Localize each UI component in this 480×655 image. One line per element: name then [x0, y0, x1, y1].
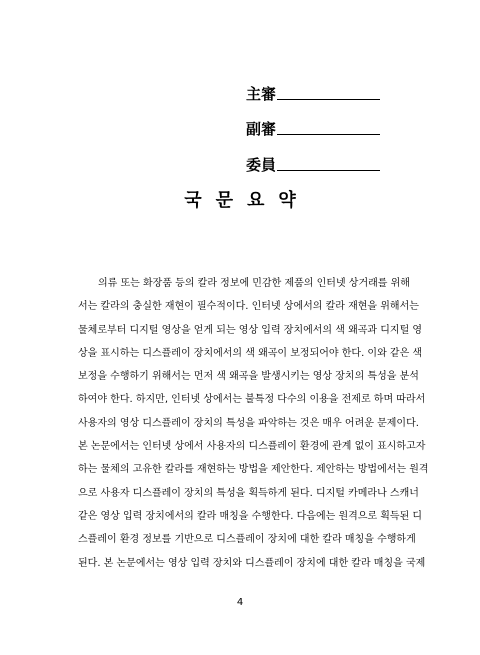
committee-member-signature-line	[277, 170, 380, 171]
abstract-line: 물체로부터 디지털 영상을 얻게 되는 영상 입력 장치에서의 색 왜곡과 디지털 영	[78, 324, 423, 336]
abstract-line: 의류 또는 화장품 등의 칼라 정보에 민감한 제품의 인터넷 상거래를 위해	[98, 278, 410, 289]
abstract-line: 사용자의 영상 디스플레이 장치의 특성을 파악하는 것은 매우 어려운 문제이다.	[78, 417, 419, 429]
chief-examiner-row	[246, 83, 380, 103]
abstract-line: 서는 칼라의 충실한 재현이 필수적이다. 인터넷 상에서의 칼라 재현을 위해서는	[78, 301, 419, 313]
vice-examiner-row	[246, 118, 380, 138]
abstract-line: 같은 영상 입력 장치에서의 칼라 매칭을 수행한다. 다음에는 원격으로 획득된 디	[78, 510, 423, 522]
committee-member-label: 委員	[246, 156, 277, 174]
page-number: 4	[236, 597, 244, 608]
abstract-line: 본 논문에서는 인터넷 상에서 사용자의 디스플레이 환경에 관계 없이 표시하고자	[78, 441, 426, 453]
abstract-line: 으로 사용자 디스플레이 장치의 특성을 획득하게 된다. 디지털 카메라나 스캐너	[78, 487, 419, 499]
vice-examiner-signature-line	[277, 134, 380, 135]
abstract-line: 된다. 본 논문에서는 영상 입력 장치와 디스플레이 장치에 대한 칼라 매칭을 국제	[78, 557, 426, 569]
abstract-line: 보정을 수행하기 위해서는 먼저 색 왜곡을 발생시키는 영상 장치의 특성을 분석	[78, 371, 419, 383]
abstract-line: 상을 표시하는 디스플레이 장치에서의 색 왜곡이 보정되어야 한다. 이와 같은 색	[78, 347, 423, 359]
vice-examiner-label: 副審	[246, 120, 277, 138]
abstract-line: 하는 물체의 고유한 칼라를 재현하는 방법을 제안한다. 제안하는 방법에서는 원격	[78, 464, 429, 476]
chief-examiner-signature-line	[277, 99, 380, 100]
abstract-line: 하여야 한다. 하지만, 인터넷 상에서는 불특정 다수의 이용을 전제로 하며 따라서	[78, 394, 426, 406]
abstract-title: 국문요약	[184, 190, 310, 211]
committee-member-row	[246, 154, 380, 174]
chief-examiner-label: 主審	[246, 85, 277, 103]
abstract-body	[78, 272, 429, 575]
abstract-line: 스플레이 환경 정보를 기반으로 디스플레이 장치에 대한 칼라 매칭을 수행하게	[78, 534, 416, 546]
